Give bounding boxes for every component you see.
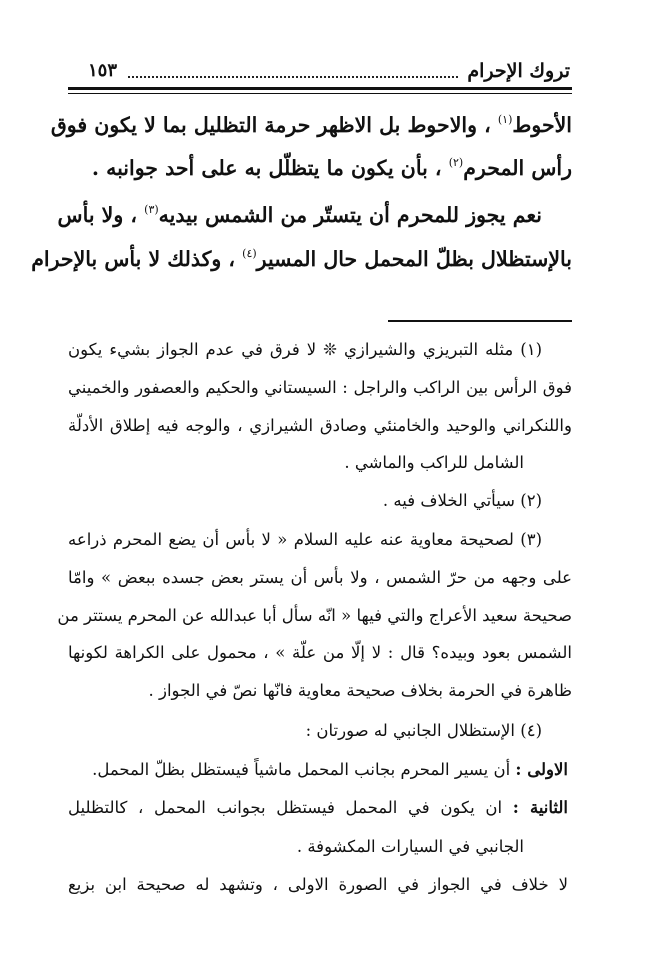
footnote-line: (١) مثله التبريزي والشيرازي ❊ لا فرق في عدم الجواز بشيء يكون (68, 340, 542, 359)
footnote-line: فوق الرأس بين الراكب والراجل : السيستاني والحكيم والعصفور والخميني (68, 378, 572, 397)
footnote-line: (٣) لصحيحة معاوية عنه عليه السلام « لا بأس أن يضع المحرم ذراعه (68, 530, 542, 549)
main-line (57, 203, 542, 227)
text: ، وكذلك لا بأس بالإحرام (31, 247, 243, 271)
footnote-line: (٤) الإستظلال الجانبي له صورتان : (305, 721, 542, 740)
label: الاولى : (515, 760, 568, 779)
footnote-ref[interactable]: (٢) (448, 156, 464, 169)
footnote-ref[interactable]: (٤) (242, 247, 257, 260)
footnote-separator (388, 320, 572, 322)
footnote-line: (٢) سيأتي الخلاف فيه . (382, 491, 542, 510)
header-rule (68, 87, 572, 90)
leader-dots (128, 62, 458, 78)
footnote-line (68, 798, 568, 817)
chapter-title: تروك الإحرام (467, 60, 570, 82)
footnote-line: ظاهرة في الحرمة بخلاف صحيحة معاوية فانّها نصّ في الجواز . (148, 681, 572, 700)
footnote-line: صحيحة سعيد الأعراج والتي فيها « انّه سأل أبا عبدالله عن المحرم يستتر من (57, 606, 572, 625)
footnote-line: الجانبي في السيارات المكشوفة . (296, 837, 524, 856)
header-rule-thin (68, 93, 572, 94)
footnote-line: لا خلاف في الجواز في الصورة الاولى ، وتشهد له صحيحة ابن بزيع (68, 875, 568, 894)
main-line (50, 113, 572, 137)
footnote-line (68, 760, 568, 779)
footnote-line: على وجهه من حرّ الشمس ، ولا بأس أن يستر بعض جسده ببعض » وامّا (68, 568, 572, 587)
main-line (31, 247, 572, 271)
text: رأس المحرم (463, 156, 572, 180)
text: ان يكون في المحمل فيستظل بجوانب المحمل ، كالتظليل (68, 798, 513, 817)
text: ، والاحوط بل الاظهر حرمة التظليل بما لا يكون فوق (50, 113, 498, 137)
footnote-line: واللنكراني والوحيد والخامنئي وصادق الشيرازي ، والوجه فيه إطلاق الأدلّة (68, 416, 572, 435)
text: أن يسير المحرم بجانب المحمل ماشياً فيستظل بظلّ المحمل. (92, 760, 516, 779)
main-line (68, 156, 572, 180)
footnote-line: الشامل للراكب والماشي . (344, 453, 524, 472)
page-number: ١٥٣ (88, 60, 118, 81)
text: بالإستظلال بظلّ المحمل حال المسير (256, 247, 572, 271)
text: ، ولا بأس (57, 203, 145, 227)
text: ، بأن يكون ما يتظلّل به على أحد جوانبه . (91, 156, 449, 180)
text: الأحوط (512, 113, 572, 137)
text: نعم يجوز للمحرم أن يتستّر من الشمس بيديه (158, 203, 542, 227)
footnote-ref[interactable]: (٣) (144, 203, 159, 216)
footnote-line: الشمس بعود وبيده؟ قال : لا إلّا من علّة » ، محمول على الكراهة لكونها (68, 643, 572, 662)
label: الثانية : (512, 798, 569, 817)
footnote-ref[interactable]: (١) (497, 113, 513, 126)
